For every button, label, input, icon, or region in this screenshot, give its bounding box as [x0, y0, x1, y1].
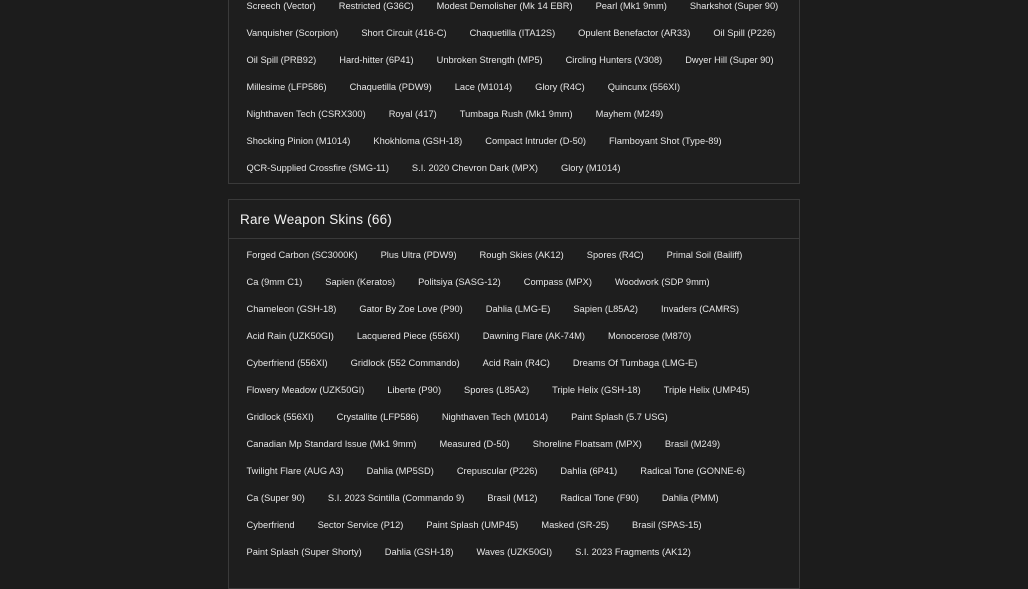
skin-tag[interactable]: Cyberfriend	[246, 520, 295, 530]
skin-tag[interactable]: Brasil (SPAS-15)	[632, 520, 702, 530]
rare-weapon-skins-panel	[228, 199, 800, 589]
rare-weapon-skins-list	[229, 239, 799, 566]
skin-tag[interactable]: Primal Soil (Bailiff)	[666, 250, 743, 260]
skin-tag[interactable]: Compact Intruder (D-50)	[485, 136, 586, 146]
skin-tag[interactable]: Sapien (L85A2)	[573, 304, 638, 314]
skin-tag[interactable]: Radical Tone (F90)	[560, 493, 639, 503]
skin-tag[interactable]: Glory (M1014)	[561, 163, 621, 173]
skin-tag[interactable]: Crepuscular (P226)	[456, 466, 538, 476]
skin-tag[interactable]: Chaquetilla (PDW9)	[349, 82, 432, 92]
skin-tag[interactable]: Triple Helix (GSH-18)	[552, 385, 641, 395]
skin-tag[interactable]: Waves (UZK50GI)	[476, 547, 553, 557]
skin-tag[interactable]: Screech (Vector)	[246, 1, 316, 11]
skin-tag[interactable]: Woodwork (SDP 9mm)	[614, 277, 710, 287]
skin-tag[interactable]: Short Circuit (416-C)	[361, 28, 447, 38]
skin-tag[interactable]: Gridlock (552 Commando)	[350, 358, 460, 368]
skin-tag[interactable]: Radical Tone (GONNE-6)	[640, 466, 745, 476]
skin-tag[interactable]: Canadian Mp Standard Issue (Mk1 9mm)	[246, 439, 417, 449]
skin-tag[interactable]: Triple Helix (UMP45)	[663, 385, 750, 395]
skin-tag[interactable]: Chaquetilla (ITA12S)	[469, 28, 556, 38]
skin-tag[interactable]: Gridlock (556XI)	[246, 412, 314, 422]
skin-tag[interactable]: Mayhem (M249)	[595, 109, 664, 119]
skin-tag[interactable]: Oil Spill (P226)	[713, 28, 776, 38]
skin-tag[interactable]: Forged Carbon (SC3000K)	[246, 250, 358, 260]
skin-tag[interactable]: Shoreline Floatsam (MPX)	[532, 439, 642, 449]
skin-tag[interactable]: Acid Rain (UZK50GI)	[246, 331, 334, 341]
skin-tag[interactable]: Lacquered Piece (556XI)	[356, 331, 460, 341]
skin-tag[interactable]: QCR-Supplied Crossfire (SMG-11)	[246, 163, 389, 173]
skin-tag[interactable]: S.I. 2020 Chevron Dark (MPX)	[411, 163, 538, 173]
skin-tag[interactable]: Dahlia (LMG-E)	[485, 304, 551, 314]
skin-tag[interactable]: Restricted (G36C)	[338, 1, 414, 11]
skin-tag[interactable]: S.I. 2023 Fragments (AK12)	[575, 547, 691, 557]
skin-tag[interactable]: Flowery Meadow (UZK50GI)	[246, 385, 365, 395]
skin-tag[interactable]: Politsiya (SASG-12)	[418, 277, 501, 287]
skin-tag[interactable]: Sector Service (P12)	[317, 520, 404, 530]
skin-tag[interactable]: Sapien (Keratos)	[325, 277, 396, 287]
skin-tag[interactable]: Pearl (Mk1 9mm)	[595, 1, 667, 11]
skin-tag[interactable]: Dwyer Hill (Super 90)	[685, 55, 774, 65]
skin-tag[interactable]: Opulent Benefactor (AR33)	[578, 28, 691, 38]
skin-tag[interactable]: Unbroken Strength (MP5)	[436, 55, 543, 65]
skin-tag[interactable]: Gator By Zoe Love (P90)	[359, 304, 463, 314]
skin-tag[interactable]: Lace (M1014)	[454, 82, 513, 92]
skin-tag[interactable]: Dahlia (PMM)	[661, 493, 719, 503]
skin-tag[interactable]: Monocerose (M870)	[608, 331, 692, 341]
skin-tag[interactable]: Glory (R4C)	[535, 82, 585, 92]
skin-tag[interactable]: Nighthaven Tech (CSRX300)	[246, 109, 366, 119]
skin-tag[interactable]: Dreams Of Tumbaga (LMG-E)	[572, 358, 698, 368]
skin-tag[interactable]: Nighthaven Tech (M1014)	[441, 412, 549, 422]
skin-tag[interactable]: Brasil (M249)	[664, 439, 721, 449]
skin-tag[interactable]: Rough Skies (AK12)	[479, 250, 564, 260]
previous-skins-list	[229, 0, 799, 182]
skin-tag[interactable]: Spores (R4C)	[586, 250, 644, 260]
skin-tag[interactable]: Ca (Super 90)	[246, 493, 305, 503]
previous-skins-panel	[228, 0, 800, 184]
skin-tag[interactable]: Compass (MPX)	[523, 277, 592, 287]
skin-tag[interactable]: Oil Spill (PRB92)	[246, 55, 317, 65]
skin-tag[interactable]: Circling Hunters (V308)	[565, 55, 663, 65]
skin-tag[interactable]: Paint Splash (UMP45)	[426, 520, 519, 530]
skin-tag[interactable]: Paint Splash (5.7 USG)	[571, 412, 668, 422]
skin-tag[interactable]: Tumbaga Rush (Mk1 9mm)	[459, 109, 573, 119]
skin-tag[interactable]: Twilight Flare (AUG A3)	[246, 466, 344, 476]
rare-weapon-skins-title: Rare Weapon Skins (66)	[229, 200, 799, 239]
skin-tag[interactable]: Quincunx (556XI)	[607, 82, 681, 92]
skin-tag[interactable]: Flamboyant Shot (Type-89)	[609, 136, 722, 146]
skin-tag[interactable]: Invaders (CAMRS)	[660, 304, 739, 314]
skin-tag[interactable]: Liberte (P90)	[387, 385, 442, 395]
skin-tag[interactable]: Paint Splash (Super Shorty)	[246, 547, 362, 557]
skin-tag[interactable]: Vanquisher (Scorpion)	[246, 28, 339, 38]
skin-tag[interactable]: Hard-hitter (6P41)	[339, 55, 414, 65]
skin-tag[interactable]: Spores (L85A2)	[464, 385, 530, 395]
skin-tag[interactable]: S.I. 2023 Scintilla (Commando 9)	[327, 493, 465, 503]
skin-tag[interactable]: Plus Ultra (PDW9)	[380, 250, 457, 260]
skin-tag[interactable]: Shocking Pinion (M1014)	[246, 136, 351, 146]
skin-tag[interactable]: Masked (SR-25)	[541, 520, 610, 530]
skin-tag[interactable]: Measured (D-50)	[439, 439, 510, 449]
skin-tag[interactable]: Cyberfriend (556XI)	[246, 358, 328, 368]
skin-tag[interactable]: Brasil (M12)	[487, 493, 538, 503]
skin-tag[interactable]: Modest Demolisher (Mk 14 EBR)	[436, 1, 573, 11]
skin-tag[interactable]: Dahlia (MP5SD)	[366, 466, 434, 476]
skin-tag[interactable]: Ca (9mm C1)	[246, 277, 303, 287]
skin-tag[interactable]: Chameleon (GSH-18)	[246, 304, 337, 314]
skin-tag[interactable]: Dahlia (6P41)	[560, 466, 618, 476]
skin-tag[interactable]: Millesime (LFP586)	[246, 82, 327, 92]
skin-tag[interactable]: Crystallite (LFP586)	[336, 412, 419, 422]
skin-tag[interactable]: Dahlia (GSH-18)	[384, 547, 454, 557]
skin-tag[interactable]: Royal (417)	[388, 109, 437, 119]
skin-tag[interactable]: Sharkshot (Super 90)	[689, 1, 779, 11]
skin-tag[interactable]: Acid Rain (R4C)	[482, 358, 550, 368]
skin-tag[interactable]: Dawning Flare (AK-74M)	[482, 331, 585, 341]
skin-tag[interactable]: Khokhloma (GSH-18)	[373, 136, 463, 146]
